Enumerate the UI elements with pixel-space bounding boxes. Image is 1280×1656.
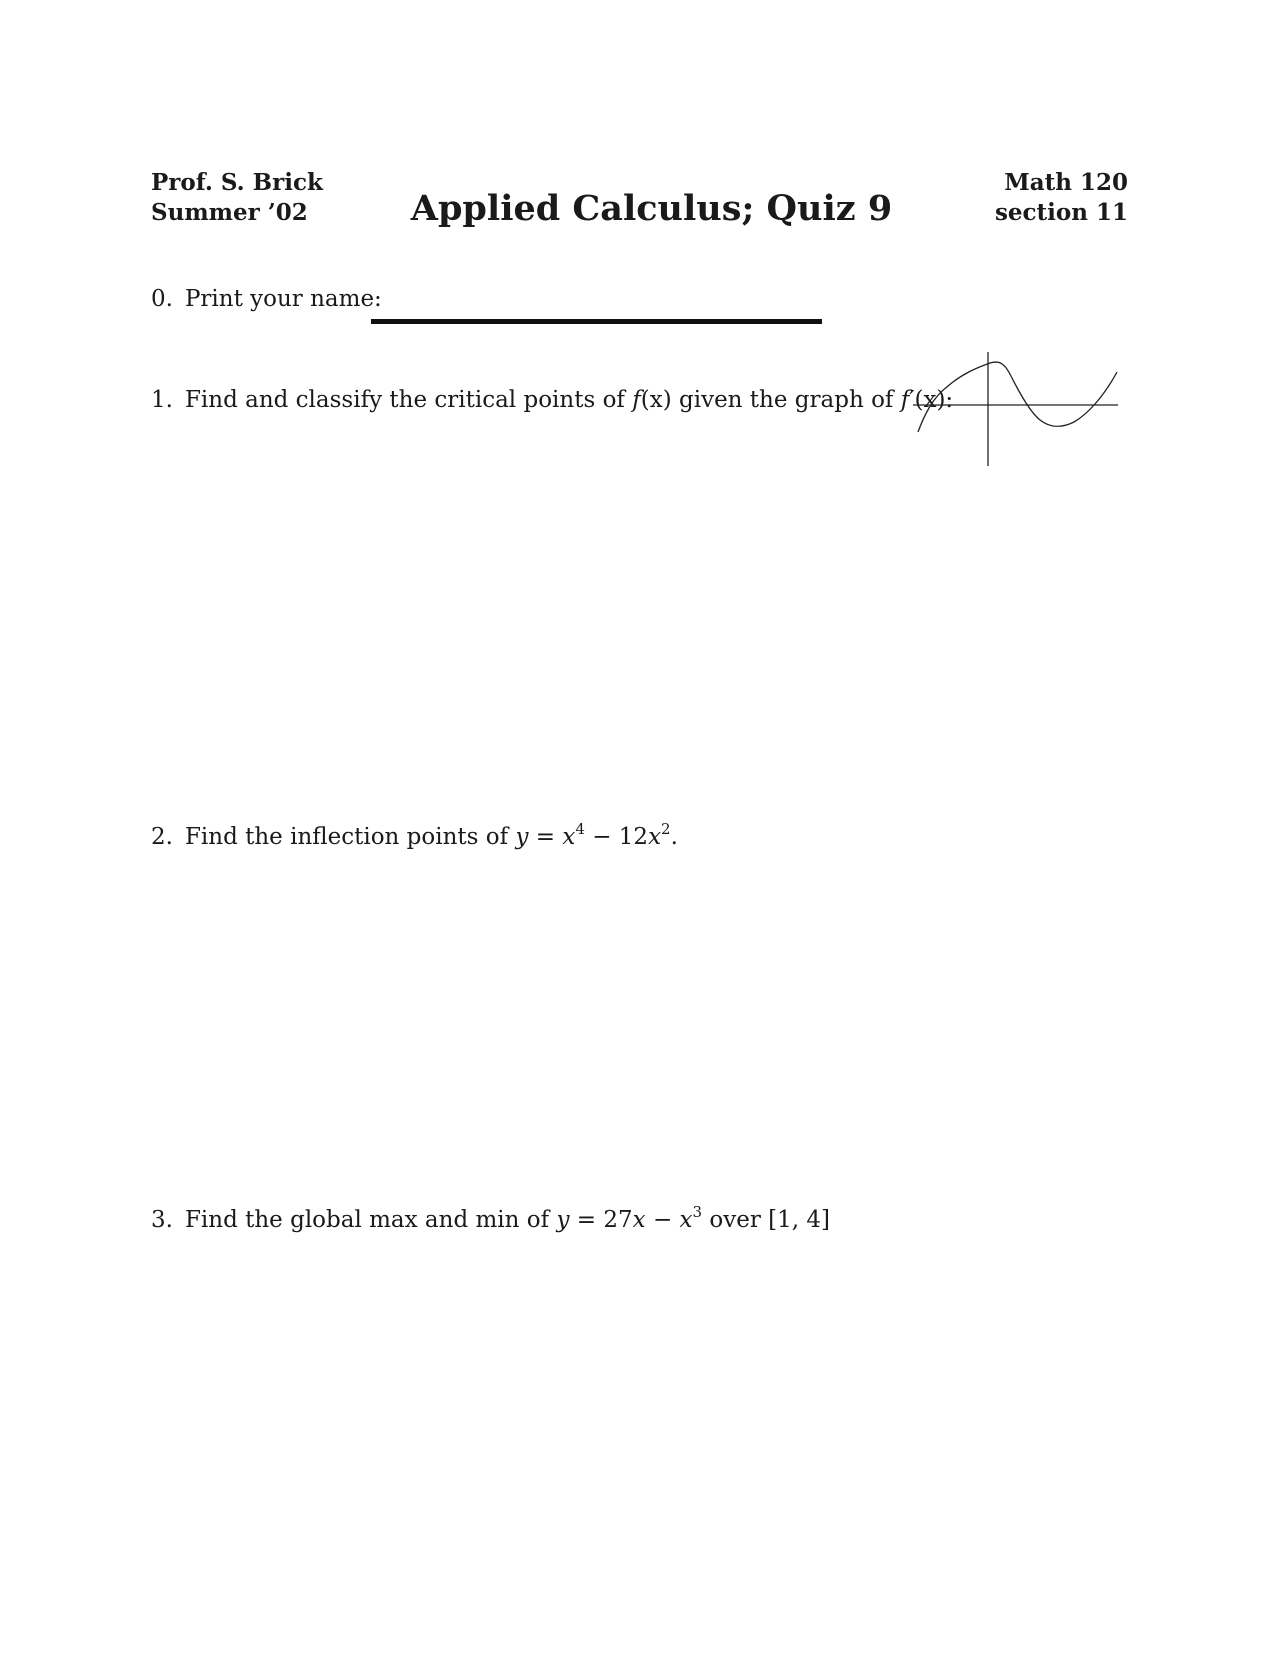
math-fprime-arg: (x): xyxy=(914,387,954,413)
math-x: x xyxy=(679,1207,693,1233)
math-minus: − xyxy=(652,1207,673,1233)
instructor-name: Prof. S. Brick xyxy=(151,169,323,196)
question-number: 1. xyxy=(151,387,173,413)
page-title: Applied Calculus; Quiz 9 xyxy=(410,188,893,229)
question-number: 0. xyxy=(151,286,173,312)
course-block xyxy=(995,168,1128,228)
math-minus: − xyxy=(592,824,612,850)
math-f: f xyxy=(632,387,641,413)
question-text-over: over xyxy=(709,1207,761,1233)
question-text: Find the inflection points of xyxy=(184,824,509,850)
question-text-mid: given the graph of xyxy=(679,387,894,413)
math-period: . xyxy=(670,824,678,850)
question-number: 3. xyxy=(151,1207,173,1233)
math-x: x xyxy=(562,824,576,850)
course-section: section 11 xyxy=(994,199,1128,226)
math-coefficient: 12 xyxy=(618,824,649,850)
fprime-curve xyxy=(918,362,1117,432)
math-exponent: 2 xyxy=(661,820,671,838)
term: Summer ’02 xyxy=(151,199,308,226)
math-x: x xyxy=(632,1207,646,1233)
math-fx-arg: (x) xyxy=(640,387,672,413)
math-coefficient: 27 xyxy=(603,1207,633,1233)
math-equals: = xyxy=(535,824,556,850)
math-equals: = xyxy=(576,1207,597,1233)
math-fprime: f′ xyxy=(900,387,915,413)
math-interval: [1, 4] xyxy=(768,1207,830,1233)
math-x: x xyxy=(648,824,662,850)
question-number: 2. xyxy=(151,824,173,850)
derivative-graph-sketch xyxy=(910,350,1125,470)
question-2 xyxy=(151,822,678,852)
question-text: Find and classify the critical points of xyxy=(184,387,625,413)
math-y: y xyxy=(556,1207,570,1233)
question-0 xyxy=(151,284,382,314)
math-exponent: 4 xyxy=(575,820,585,838)
question-text: Print your name: xyxy=(184,286,382,312)
question-3 xyxy=(151,1205,830,1235)
course-number: Math 120 xyxy=(1004,169,1128,196)
question-text: Find the global max and min of xyxy=(184,1207,550,1233)
question-1 xyxy=(151,385,953,415)
name-answer-line[interactable] xyxy=(371,319,822,324)
math-exponent: 3 xyxy=(692,1203,703,1221)
math-y: y xyxy=(515,824,529,850)
